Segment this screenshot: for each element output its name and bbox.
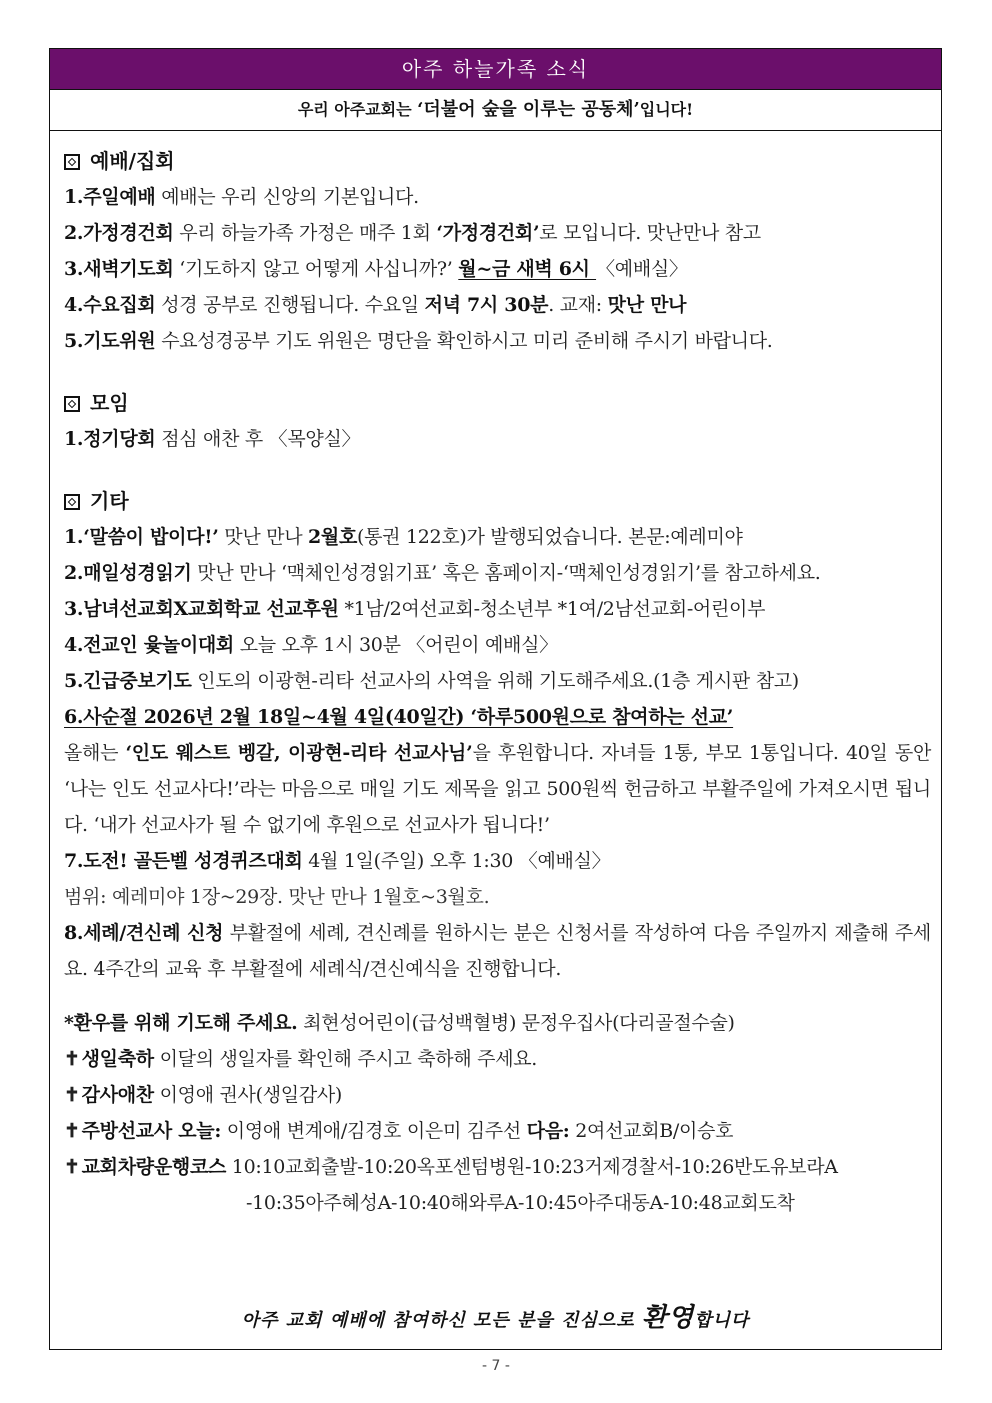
list-item: 3.새벽기도회 ‘기도하지 않고 어떻게 사십니까?’ 월~금 새벽 6시 〈예배실〉 <box>64 258 688 280</box>
section-heading-worship: 예배/집회 <box>64 143 931 179</box>
notice-item: ✝ 감사애찬 이영애 권사(생일감사) <box>64 1084 343 1106</box>
motto-pre: 우리 아주교회는 <box>297 100 418 119</box>
list-item: 5.기도위원 수요성경공부 기도 위원은 명단을 확인하시고 미리 준비해 주시기 바랍니다. <box>64 330 773 352</box>
diamond-box-icon <box>64 154 80 170</box>
notice-item: ✝ 교회차량운행코스 10:10교회출발-10:20옥포센텀병원-10:23거제경찰서-10:26반도유보라A <box>64 1156 838 1178</box>
page-title: 아주 하늘가족 소식 <box>50 49 941 90</box>
list-item: 4.수요집회 성경 공부로 진행됩니다. 수요일 저녁 7시 30분. 교재: 맛난 만나 <box>64 294 687 316</box>
list-item: 1.정기당회 점심 애찬 후 〈목양실〉 <box>64 428 361 450</box>
notice-item: ✝ 주방선교사 오늘: 이영애 변계애/김경호 이은미 김주선 다음: 2여선교회B/이승호 <box>64 1120 734 1142</box>
diamond-box-icon <box>64 494 80 510</box>
list-item: 1.주일예배 예배는 우리 신앙의 기본입니다. <box>64 186 419 208</box>
list-item: 1.‘말씀이 밥이다!’ 맛난 만나 2월호(통권 122호)가 발행되었습니다. 본문:예레미야 <box>64 526 743 548</box>
cross-icon: ✝ <box>64 1084 80 1106</box>
section-heading-meeting: 모임 <box>64 385 931 421</box>
bulletin-frame <box>49 48 942 1350</box>
list-item: 2.가정경건회 우리 하늘가족 가정은 매주 1회 ‘가정경건회’로 모입니다. 맛난만나 참고 <box>64 222 761 244</box>
cross-icon: ✝ <box>64 1048 80 1070</box>
notice-item: -10:35아주혜성A-10:40해와루A-10:45아주대동A-10:48교회도착 <box>246 1192 795 1214</box>
notice-item: ✝ 생일축하 이달의 생일자를 확인해 주시고 축하해 주세요. <box>64 1048 538 1070</box>
list-item: 6.사순절 2026년 2월 18일~4월 4일(40일간) ‘하루500원으로 참여하는 선교’ <box>64 706 734 728</box>
paragraph: 올해는 ‘인도 웨스트 벵갈, 이광현-리타 선교사님’을 후원합니다. 자녀들 1통, 부모 1통입니다. 40일 동안 ‘나는 인도 선교사다!’라는 마음으로 매일 기도 제목을 읽고 500원씩 헌금하고 부활주일에 가져오시면 됩니다. ‘내가 선교사가 될 수 없기에 후원으로 선교사가 됩니다!’ <box>64 742 932 836</box>
motto-post: 입니다! <box>639 100 694 119</box>
cross-icon: ✝ <box>64 1120 80 1142</box>
list-item: 3.남녀선교회X교회학교 선교후원 *1남/2여선교회-청소년부 *1여/2남선교회-어린이부 <box>64 598 766 620</box>
list-item: 4.전교인 윷놀이대회 오늘 오후 1시 30분 〈어린이 예배실〉 <box>64 634 558 656</box>
list-item: 5.긴급중보기도 인도의 이광현-리타 선교사의 사역을 위해 기도해주세요.(1층 게시판 참고) <box>64 670 799 692</box>
bulletin-content <box>64 143 931 1221</box>
page-number: - 7 - <box>482 1358 510 1374</box>
motto-bold: ‘더불어 숲을 이루는 공동체’ <box>417 99 640 120</box>
section-heading-etc: 기타 <box>64 483 931 519</box>
paragraph: 8.세례/견신례 신청 부활절에 세례, 견신례를 원하시는 분은 신청서를 작성하여 다음 주일까지 제출해 주세요. 4주간의 교육 후 부활절에 세례식/견신예식을 진행합니다. <box>64 922 931 980</box>
welcome-footer: 아주 교회 예배에 참여하신 모든 분을 진심으로 환영합니다 <box>241 1303 750 1333</box>
cross-icon: ✝ <box>64 1156 80 1178</box>
notice-item: *환우를 위해 기도해 주세요. 최현성어린이(급성백혈병) 문정우집사(다리골절수술) <box>64 1012 735 1034</box>
diamond-box-icon <box>64 396 80 412</box>
church-motto <box>50 90 941 131</box>
list-item: 범위: 예레미야 1장~29장. 맛난 만나 1월호~3월호. <box>64 886 490 908</box>
list-item: 2.매일성경읽기 맛난 만나 ‘맥체인성경읽기표’ 혹은 홈페이지-‘맥체인성경읽기’를 참고하세요. <box>64 562 821 584</box>
list-item: 7.도전! 골든벨 성경퀴즈대회 4월 1일(주일) 오후 1:30 〈예배실〉 <box>64 850 611 872</box>
